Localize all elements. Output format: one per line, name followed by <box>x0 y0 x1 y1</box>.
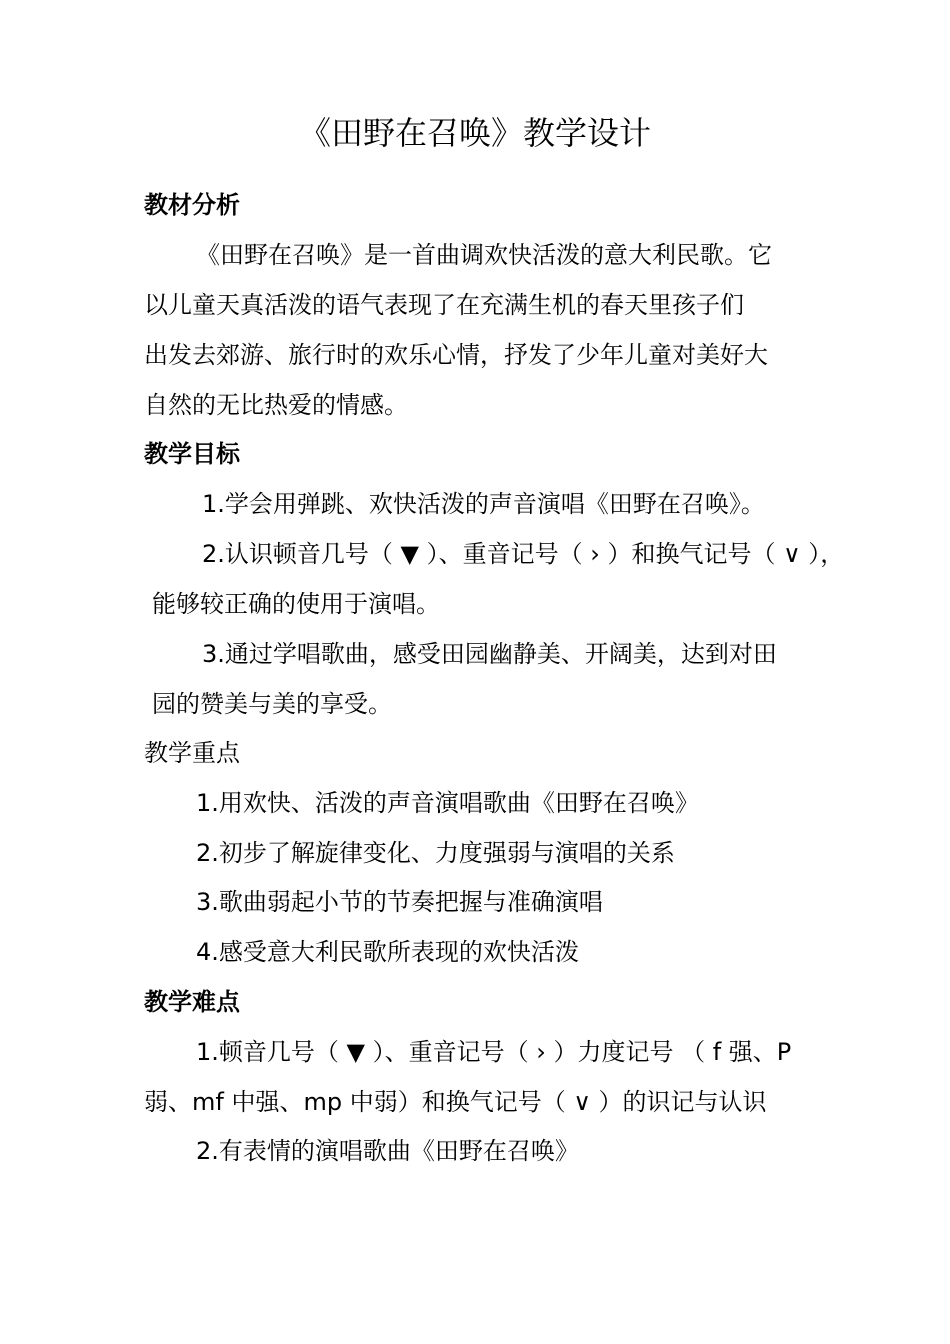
section-heading-difficulties: 教学难点 <box>144 988 240 1016</box>
goal-line: 2.认识顿音几号（ ▼ ）、重音记号（ › ）和换气记号（ ∨ ）， <box>202 540 845 568</box>
goal-line: 园的赞美与美的享受。 <box>152 690 392 718</box>
section-heading-goals: 教学目标 <box>144 440 240 468</box>
analysis-line: 以儿童天真活泼的语气表现了在充满生机的春天里孩子们 <box>144 291 744 319</box>
difficulty-line: 1.顿音几号（ ▼ ）、重音记号（ › ）力度记号 （ f 强、P <box>196 1038 792 1066</box>
goal-line: 能够较正确的使用于演唱。 <box>152 590 440 618</box>
document-title: 《田野在召唤》教学设计 <box>298 114 651 152</box>
difficulty-line: 2.有表情的演唱歌曲《田野在召唤》 <box>196 1137 579 1165</box>
goal-line: 3.通过学唱歌曲，感受田园幽静美、开阔美，达到对田 <box>202 640 777 668</box>
section-heading-key-points: 教学重点 <box>144 739 240 767</box>
analysis-line: 出发去郊游、旅行时的欢乐心情，抒发了少年儿童对美好大 <box>144 341 768 369</box>
key-point-line: 2.初步了解旋律变化、力度强弱与演唱的关系 <box>196 839 675 867</box>
analysis-line: 《田野在召唤》是一首曲调欢快活泼的意大利民歌。它 <box>196 241 772 269</box>
goal-line: 1.学会用弹跳、欢快活泼的声音演唱《田野在召唤》。 <box>202 490 765 518</box>
difficulty-line: 弱、mf 中强、mp 中弱）和换气记号（ ∨ ）的识记与认识 <box>144 1088 767 1116</box>
section-heading-analysis: 教材分析 <box>144 191 240 219</box>
key-point-line: 3.歌曲弱起小节的节奏把握与准确演唱 <box>196 888 603 916</box>
key-point-line: 1.用欢快、活泼的声音演唱歌曲《田野在召唤》 <box>196 789 699 817</box>
analysis-line: 自然的无比热爱的情感。 <box>144 391 408 419</box>
key-point-line: 4.感受意大利民歌所表现的欢快活泼 <box>196 938 579 966</box>
